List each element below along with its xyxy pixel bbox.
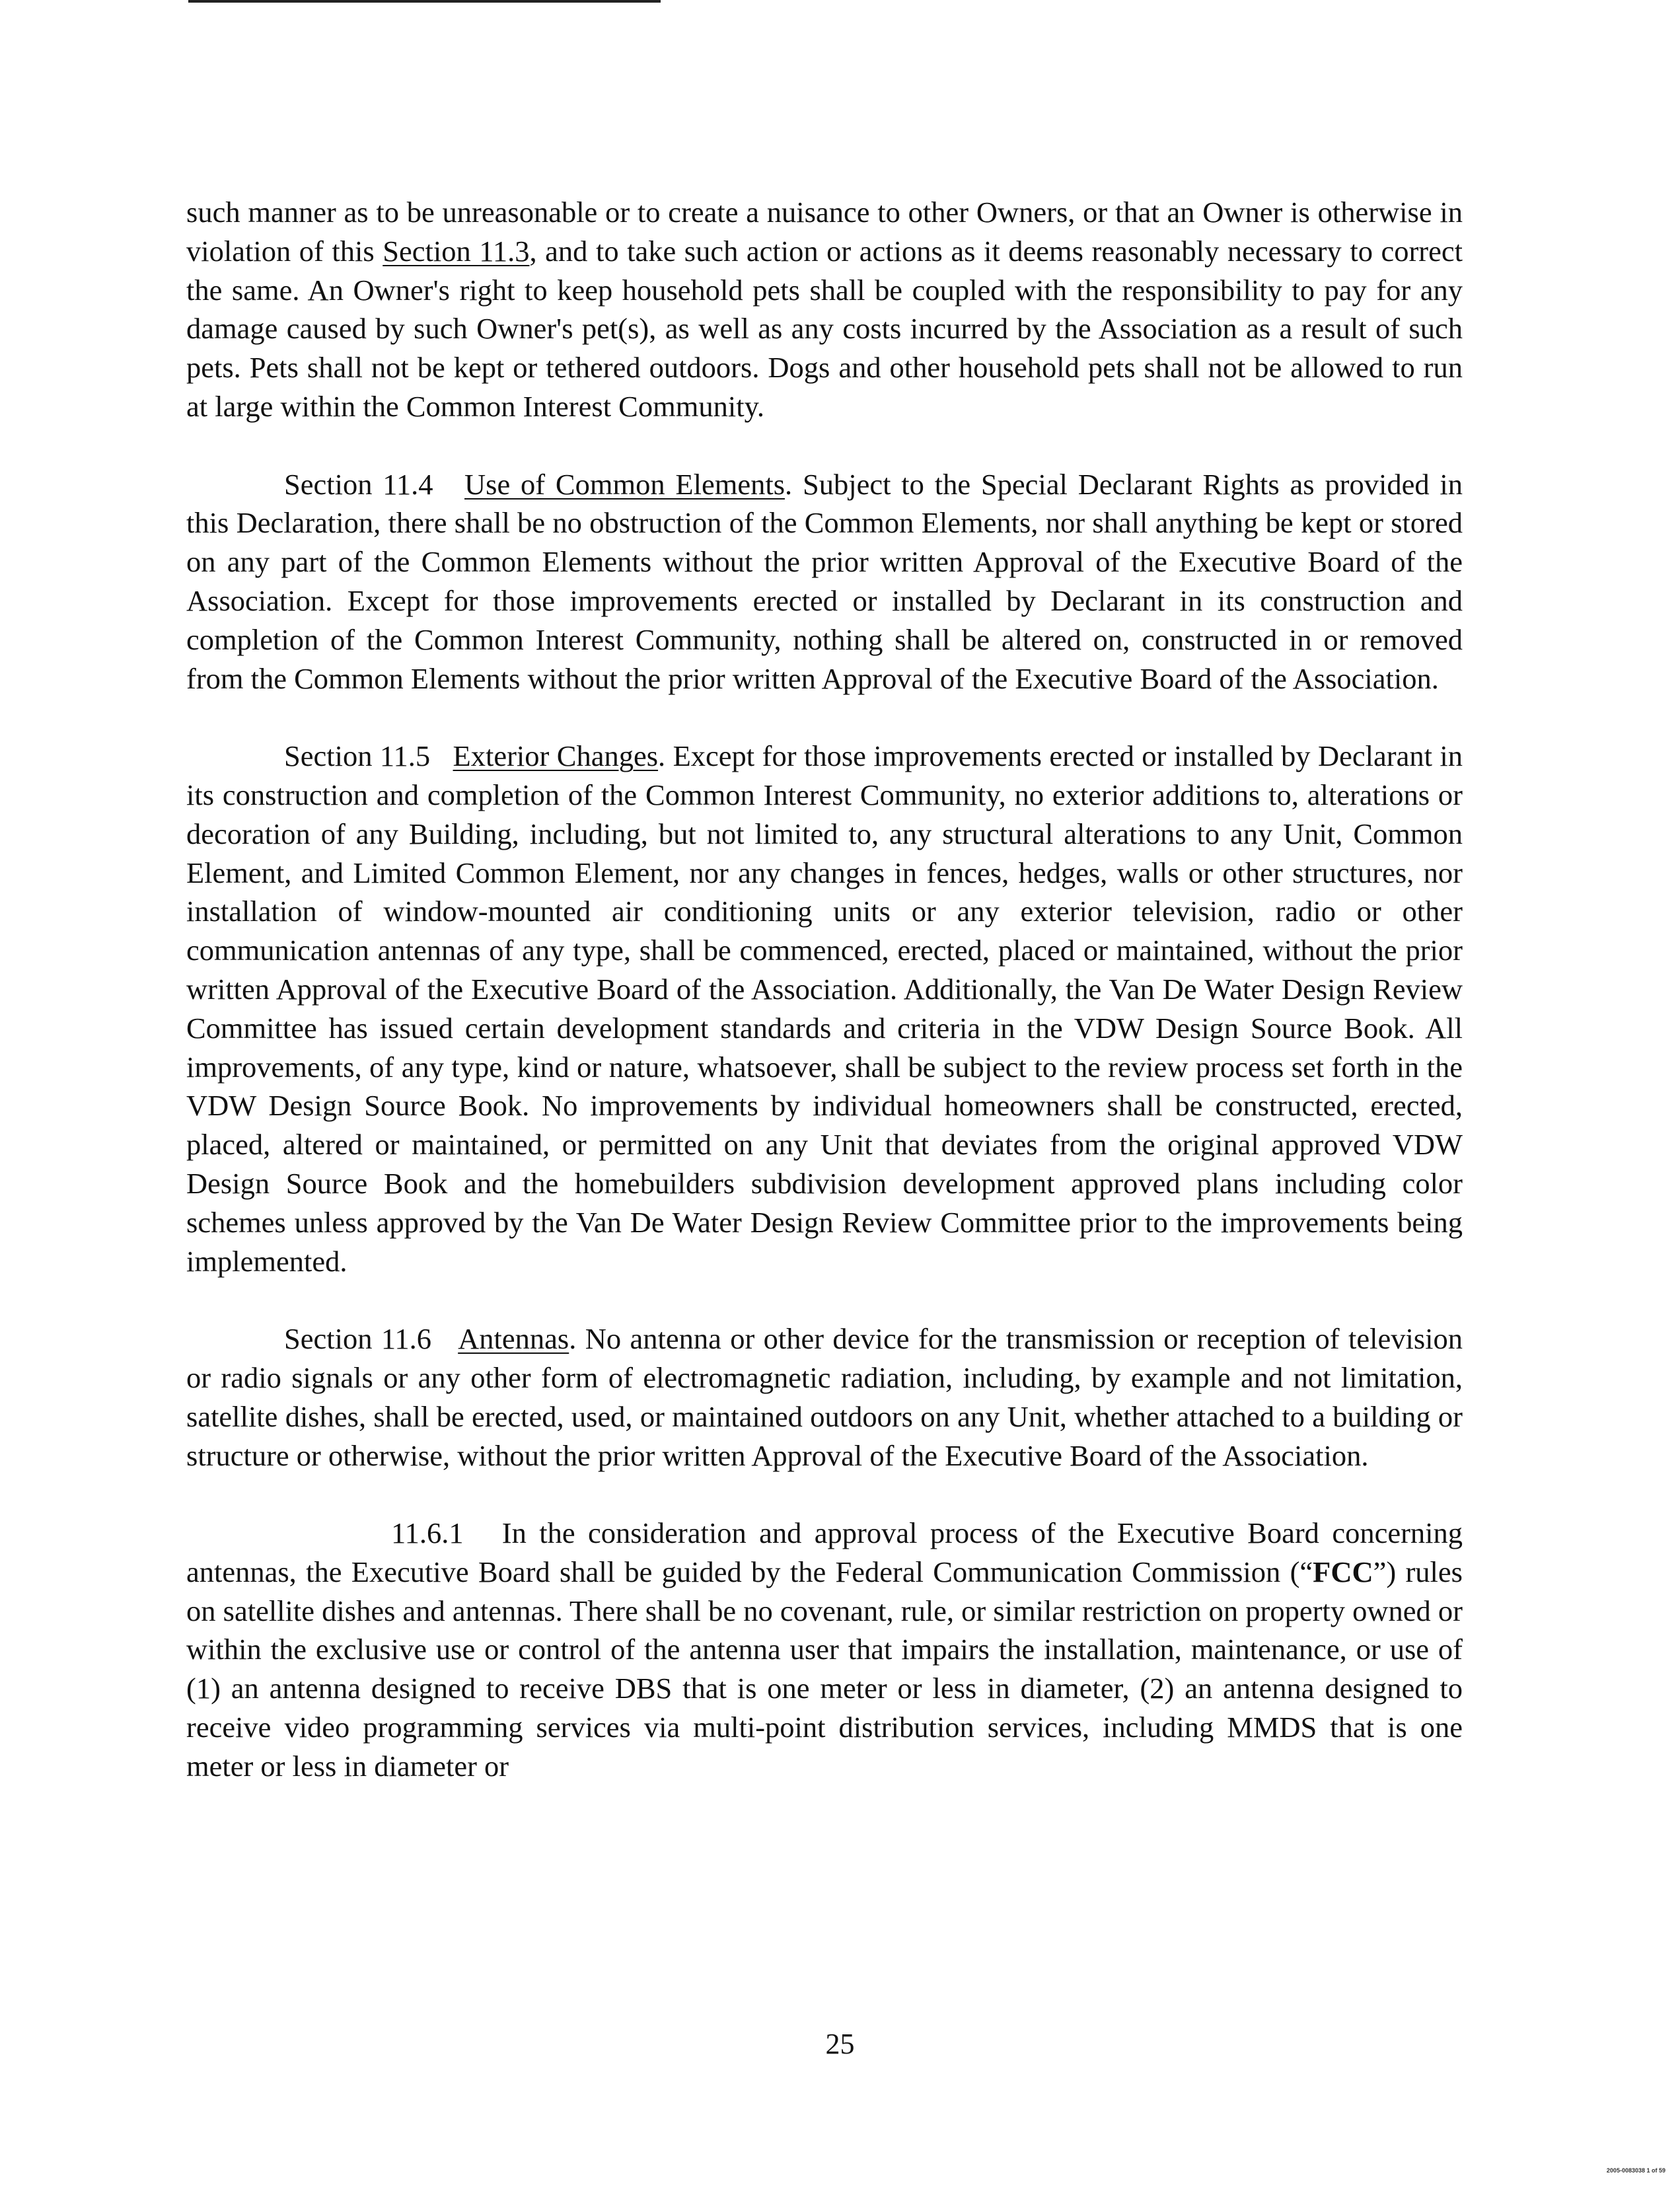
section-11-4 [186,465,1463,698]
section-number: Section 11.4 [284,467,433,501]
document-stamp: 2005-0083038 1 of 59 [1606,2167,1665,2174]
document-body [186,193,1463,1786]
paragraph-text: , and to take such action or actions as it deems reasonably necessary to correct the same. An Owner's right to keep household pets shall be coupled with the responsibility to pay for any damage caused by such Owner's pet(s), as well as any costs incurred by the Association as a result of such pets. Pets shall not be kept or tethered outdoors. Dogs and other household pets shall not be allowed to run at large within the Common Interest Community. [186,234,1463,423]
section-body: . No antenna or other device for the transmission or reception of television or radio signals or any other form of electromagnetic radiation, including, by example and not limitation, satellite dishes, shall be erected, used, or maintained outdoors on any Unit, whether attached to a building or structure or otherwise, without the prior written Approval of the Executive Board of the Association. [186,1322,1463,1472]
subsection-text: ”) rules on satellite dishes and antennas. There shall be no covenant, rule, or similar restriction on property owned or within the exclusive use or control of the antenna user that impairs the installation, maintenance, or use of (1) an antenna designed to receive DBS that is one meter or less in diameter, (2) an antenna designed to receive video programming services via multi-point distribution services, including MMDS that is one meter or less in diameter or [186,1555,1463,1783]
subsection-number: 11.6.1 [391,1516,464,1550]
section-body: . Subject to the Special Declarant Rights as provided in this Declaration, there shall be no obstruction of the Common Elements, nor shall anything be kept or stored on any part of the Common Elements without the prior written Approval of the Executive Board of the Association. Except for those improvements erected or installed by Declarant in its construction and completion of the Common Interest Community, nothing shall be altered on, constructed in or removed from the Common Elements without the prior written Approval of the Executive Board of the Association. [186,467,1463,695]
section-number: Section 11.5 [284,739,431,773]
continuation-paragraph [186,193,1463,426]
section-number: Section 11.6 [284,1322,432,1356]
section-title: Use of Common Elements [464,467,785,501]
paragraph-text: such manner as to be unreasonable or to create a nuisance to other Owners, or that an Owner is otherwise in violation of this [186,196,1463,268]
section-11-5 [186,737,1463,1280]
subsection-text: In the consideration and approval process of the Executive Board concerning antennas, the Executive Board shall be guided by the Federal Communication Commission (“ [186,1516,1463,1588]
section-title: Antennas [458,1322,569,1356]
page-number: 25 [825,2028,855,2060]
section-title: Exterior Changes [453,739,659,773]
subsection-11-6-1 [186,1514,1463,1786]
section-body: . Except for those improvements erected or installed by Declarant in its construction and completion of the Common Interest Community, no exterior additions to, alterations or decoration of any Building, including, but not limited to, any structural alterations to any Unit, Common Element, and Limited Common Element, nor any changes in fences, hedges, walls or other structures, nor installation of window-mounted air conditioning units or any exterior television, radio or other communication antennas of any type, shall be commenced, erected, placed or maintained, without the prior written Approval of the Executive Board of the Association. Additionally, the Van De Water Design Review Committee has issued certain development standards and criteria in the VDW Design Source Book. All improvements, of any type, kind or nature, whatsoever, shall be subject to the review process set forth in the VDW Design Source Book. No improvements by individual homeowners shall be constructed, erected, placed, altered or maintained, or permitted on any Unit that deviates from the original approved VDW Design Source Book and the homebuilders subdivision development approved plans including color schemes unless approved by the Van De Water Design Review Committee prior to the improvements being implemented. [186,739,1463,1278]
section-11-6 [186,1319,1463,1475]
top-rule [188,0,661,3]
section-reference: Section 11.3 [383,234,530,268]
defined-term: FCC [1313,1555,1373,1588]
